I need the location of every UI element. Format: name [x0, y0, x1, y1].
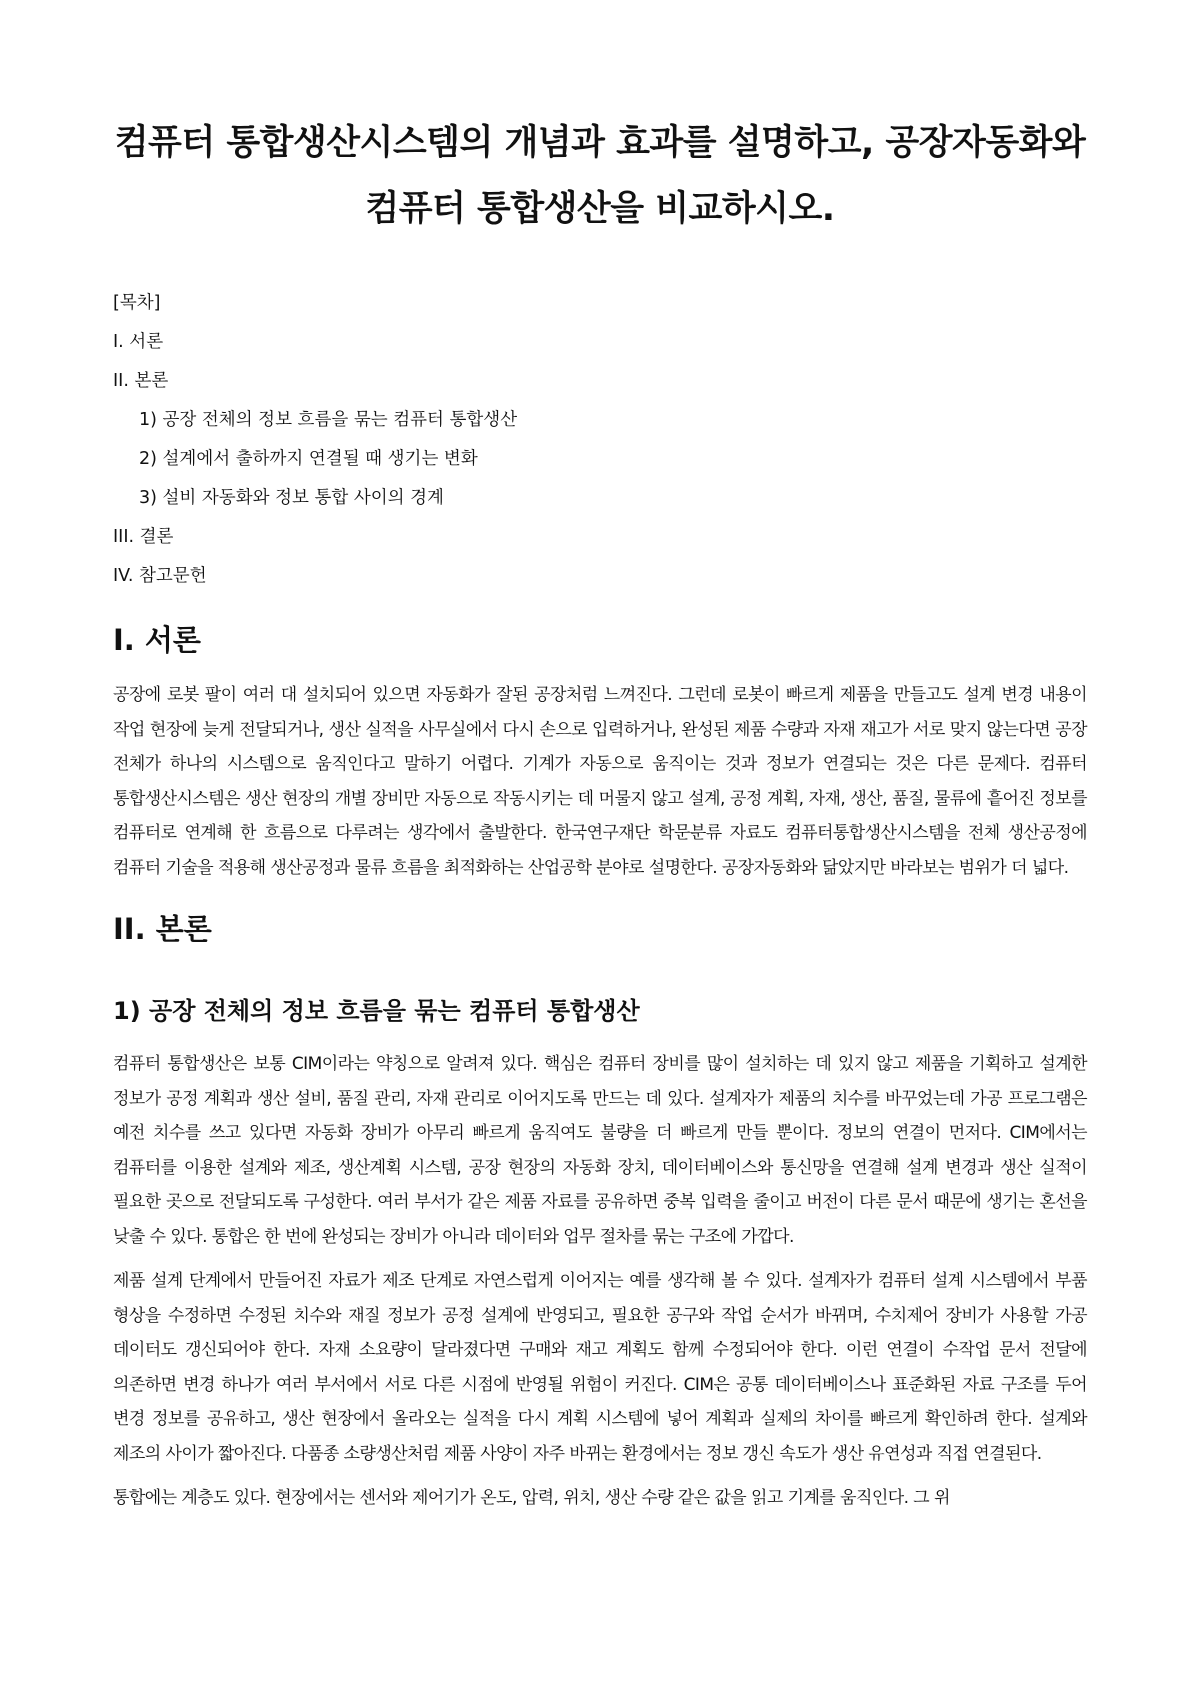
section-body [113, 905, 1087, 1516]
document-title: 컴퓨터 통합생산시스템의 개념과 효과를 설명하고, 공장자동화와 컴퓨터 통합생산을 비교하시오. [114, 123, 1086, 229]
toc-subitem: 3) 설비 자동화와 정보 통합 사이의 경계 [139, 488, 444, 508]
section-heading: I. 서론 [113, 623, 201, 657]
body-paragraph: 제품 설계 단계에서 만들어진 자료가 제조 단계로 자연스럽게 이어지는 예를 생각해 볼 수 있다. 설계자가 컴퓨터 설계 시스템에서 부품 형상을 수정하면 수정된 치수와 재질 정보가 공정 설계에 반영되고, 필요한 공구와 작업 순서가 바뀌며, 수치제어 장비가 사용할 가공 데이터도 갱신되어야 한다. 자재 소요량이 달라졌다면 구매와 재고 계획도 함께 수정되어야 한다. 이런 연결이 수작업 문서 전달에 의존하면 변경 하나가 여러 부서에서 서로 다른 시점에 반영될 위험이 커진다. CIM은 공통 데이터베이스나 표준화된 자료 구조를 두어 변경 정보를 공유하고, 생산 현장에서 올라오는 실적을 다시 계획 시스템에 넣어 계획과 실제의 차이를 빠르게 확인하려 한다. 설계와 제조의 사이가 짧아진다. 다품종 소량생산처럼 제품 사양이 자주 바뀌는 환경에서는 정보 갱신 속도가 생산 유연성과 직접 연결된다. [113, 1271, 1088, 1464]
body-paragraph: 통합에는 계층도 있다. 현장에서는 센서와 제어기가 온도, 압력, 위치, 생산 수량 같은 값을 읽고 기계를 움직인다. 그 위 [113, 1488, 950, 1508]
toc-item: IV. 참고문헌 [113, 566, 207, 586]
subsection-heading: 1) 공장 전체의 정보 흐름을 묶는 컴퓨터 통합생산 [113, 997, 640, 1025]
toc-label: [목차] [113, 293, 161, 313]
toc-item: III. 결론 [113, 527, 174, 547]
toc-item: II. 본론 [113, 371, 169, 391]
section-introduction [113, 616, 1087, 885]
body-paragraph: 공장에 로봇 팔이 여러 대 설치되어 있으면 자동화가 잘된 공장처럼 느껴진다. 그런데 로봇이 빠르게 제품을 만들고도 설계 변경 내용이 작업 현장에 늦게 전달되거나, 생산 실적을 사무실에서 다시 손으로 입력하거나, 완성된 제품 수량과 자재 재고가 서로 맞지 않는다면 공장 전체가 하나의 시스템으로 움직인다고 말하기 어렵다. 기계가 자동으로 움직이는 것과 정보가 연결되는 것은 다른 문제다. 컴퓨터 통합생산시스템은 생산 현장의 개별 장비만 자동으로 작동시키는 데 머물지 않고 설계, 공정 계획, 자재, 생산, 품질, 물류에 흩어진 정보를 컴퓨터로 연계해 한 흐름으로 다루려는 생각에서 출발한다. 한국연구재단 학문분류 자료도 컴퓨터통합생산시스템을 전체 생산공정에 컴퓨터 기술을 적용해 생산공정과 물류 흐름을 최적화하는 산업공학 분야로 설명한다. 공장자동화와 닮았지만 바라보는 범위가 더 넓다. [113, 685, 1087, 878]
toc-subitem: 2) 설계에서 출하까지 연결될 때 생기는 변화 [139, 449, 478, 469]
body-paragraph: 컴퓨터 통합생산은 보통 CIM이라는 약칭으로 알려져 있다. 핵심은 컴퓨터 장비를 많이 설치하는 데 있지 않고 제품을 기획하고 설계한 정보가 공정 계획과 생산 설비, 품질 관리, 자재 관리로 이어지도록 만드는 데 있다. 설계자가 제품의 치수를 바꾸었는데 가공 프로그램은 예전 치수를 쓰고 있다면 자동화 장비가 아무리 빠르게 움직여도 불량을 더 빠르게 만들 뿐이다. 정보의 연결이 먼저다. CIM에서는 컴퓨터를 이용한 설계와 제조, 생산계획 시스템, 공장 현장의 자동화 장치, 데이터베이스와 통신망을 연결해 설계 변경과 생산 실적이 필요한 곳으로 전달되도록 구성한다. 여러 부서가 같은 제품 자료를 공유하면 중복 입력을 줄이고 버전이 다른 문서 때문에 생기는 혼선을 낮출 수 있다. 통합은 한 번에 완성되는 장비가 아니라 데이터와 업무 절차를 묶는 구조에 가깝다. [113, 1054, 1087, 1247]
table-of-contents [113, 284, 1087, 596]
toc-subitem: 1) 공장 전체의 정보 흐름을 묶는 컴퓨터 통합생산 [139, 410, 518, 430]
section-heading: II. 본론 [113, 912, 212, 946]
toc-item: I. 서론 [113, 332, 164, 352]
